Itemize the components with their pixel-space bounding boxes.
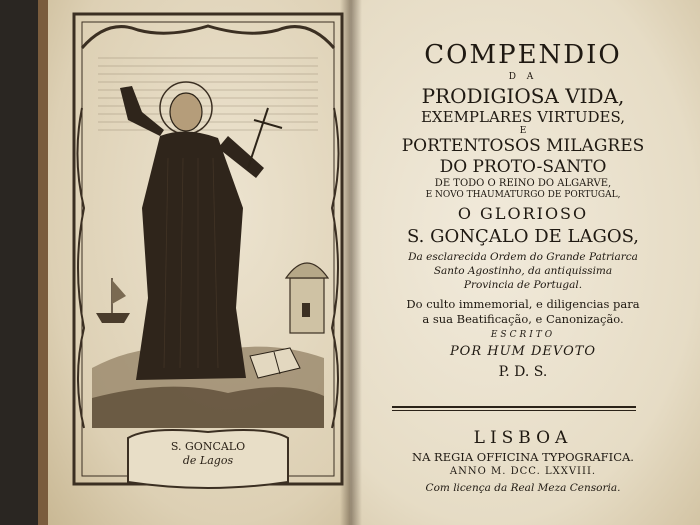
title-exemplares-virtudes: EXEMPLARES VIRTUDES, bbox=[420, 108, 626, 126]
saint-robe bbox=[136, 131, 246, 380]
imprint-lisboa: LISBOA bbox=[473, 428, 573, 448]
imprint-licenca: Com licença da Real Meza Censoria. bbox=[425, 482, 621, 494]
frame-left-scroll bbox=[77, 108, 84, 428]
title-proto-santo: DO PROTO-SANTO bbox=[439, 157, 607, 177]
saint-raised-arm bbox=[120, 86, 164, 136]
title-o-glorioso: O GLORIOSO bbox=[457, 204, 589, 223]
imprint-officina: NA REGIA OFFICINA TYPOGRAFICA. bbox=[412, 450, 634, 464]
saint-figure bbox=[120, 82, 264, 380]
title-thaumaturgo: E NOVO THAUMATURGO DE PORTUGAL, bbox=[425, 190, 621, 200]
title-portentosos-milagres: PORTENTOSOS MILAGRES bbox=[401, 136, 645, 156]
title-compendio: COMPENDIO bbox=[424, 40, 622, 70]
title-goncalo-de-lagos: S. GONÇALO DE LAGOS, bbox=[406, 226, 639, 247]
tower-illustration bbox=[286, 263, 328, 333]
title-divider-rule-thin bbox=[392, 410, 636, 411]
title-prodigiosa-vida: PRODIGIOSA VIDA, bbox=[421, 84, 625, 108]
engraving-plate bbox=[68, 8, 348, 498]
caption-saint-name: S. GONCALO bbox=[170, 440, 246, 453]
title-da: D A bbox=[508, 72, 538, 82]
ship-illustration bbox=[96, 278, 130, 323]
frame-top-ornament bbox=[82, 26, 334, 48]
title-pds: P. D. S. bbox=[498, 364, 548, 380]
title-agostinho: Santo Agostinho, da antiquissima bbox=[433, 265, 613, 277]
title-ordem: Da esclarecida Ordem do Grande Patriarca bbox=[408, 251, 638, 263]
title-provincia: Provincia de Portugal. bbox=[463, 279, 583, 291]
title-beatificacao: a sua Beatificação, e Canonização. bbox=[422, 312, 624, 326]
frame-right-scroll bbox=[332, 108, 339, 428]
caption-place-name: de Lagos bbox=[182, 454, 234, 467]
title-e: E bbox=[519, 126, 527, 136]
title-hum-devoto: POR HUM DEVOTO bbox=[449, 344, 597, 359]
title-escrito: ESCRITO bbox=[490, 330, 556, 340]
plate-caption bbox=[148, 440, 268, 468]
title-culto: Do culto immemorial, e diligencias para bbox=[406, 297, 640, 311]
title-divider-rule bbox=[392, 406, 636, 408]
title-reino-algarve: DE TODO O REINO DO ALGARVE, bbox=[434, 178, 612, 189]
imprint-anno: ANNO M. DCC. LXXVIII. bbox=[449, 466, 597, 477]
saint-head bbox=[170, 93, 202, 131]
